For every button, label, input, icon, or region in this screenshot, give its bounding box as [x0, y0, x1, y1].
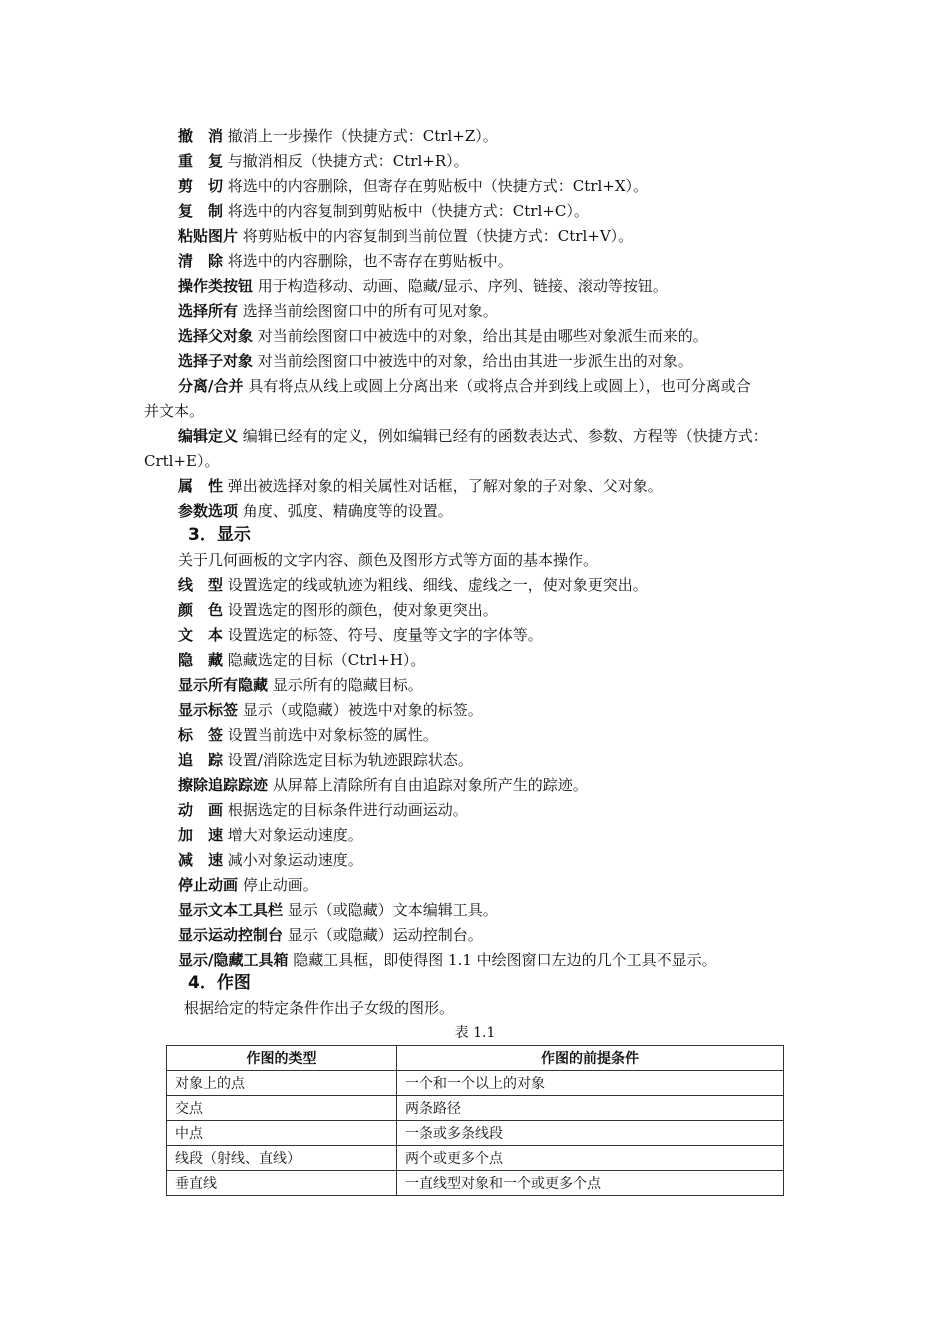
item-desc: 用于构造移动、动画、隐藏/显示、序列、链接、滚动等按钮。: [257, 277, 668, 295]
table-row: [167, 1171, 784, 1196]
item-desc: 对当前绘图窗口中被选中的对象，给出由其进一步派生出的对象。: [257, 352, 693, 370]
item-show-all-hidden: [178, 675, 423, 695]
item-desc: 隐藏工具框，即使得图 1.1 中绘图窗口左边的几个工具不显示。: [293, 951, 717, 969]
item-clear: [178, 251, 513, 271]
item-desc: 显示（或隐藏）运动控制台。: [287, 926, 483, 944]
table-cell: 一直线型对象和一个或更多个点: [397, 1171, 784, 1196]
table-row: [167, 1146, 784, 1171]
item-desc: 与撤消相反（快捷方式：Ctrl+R）。: [227, 152, 469, 170]
item-desc: 将剪贴板中的内容复制到当前位置（快捷方式：Ctrl+V）。: [242, 227, 634, 245]
item-desc: 显示所有的隐藏目标。: [272, 676, 423, 694]
item-edit-definition-cont: Crtl+E）。: [144, 452, 220, 470]
item-hide: [178, 650, 425, 670]
item-line-style: [178, 575, 648, 595]
item-trace: [178, 750, 473, 770]
item-desc: 设置选定的图形的颜色，使对象更突出。: [227, 601, 498, 619]
item-preferences: [178, 501, 453, 521]
table-cell: 两条路径: [397, 1096, 784, 1121]
item-undo: [178, 126, 498, 146]
item-paste: [178, 226, 633, 246]
item-desc: 将选中的内容复制到剪贴板中（快捷方式：Ctrl+C）。: [227, 202, 589, 220]
section-3-intro: 关于几何画板的文字内容、颜色及图形方式等方面的基本操作。: [178, 551, 599, 569]
item-desc: 隐藏选定的目标（Ctrl+H）。: [227, 651, 426, 669]
item-term: 标 签: [178, 726, 224, 744]
item-desc: 对当前绘图窗口中被选中的对象，给出其是由哪些对象派生而来的。: [257, 327, 708, 345]
item-term: 选择子对象: [178, 352, 254, 370]
table-cell: 对象上的点: [167, 1071, 397, 1096]
item-desc: 显示（或隐藏）文本编辑工具。: [287, 901, 498, 919]
item-split-merge: [178, 376, 751, 396]
item-desc: 设置选定的标签、符号、度量等文字的字体等。: [227, 626, 543, 644]
section-4-heading: 4．作图: [188, 973, 251, 993]
item-text: [178, 625, 543, 645]
item-term: 选择所有: [178, 302, 239, 320]
item-term: 清 除: [178, 252, 224, 270]
item-term: 分离/合并: [178, 377, 244, 395]
item-desc: 弹出被选择对象的相关属性对话框，了解对象的子对象、父对象。: [227, 477, 663, 495]
item-term: 加 速: [178, 826, 224, 844]
item-term: 显示标签: [178, 701, 239, 719]
item-animate: [178, 800, 468, 820]
construct-table: [166, 1045, 784, 1196]
item-speed-up: [178, 825, 363, 845]
item-show-label: [178, 700, 483, 720]
table-cell: 一个和一个以上的对象: [397, 1071, 784, 1096]
item-term: 重 复: [178, 152, 224, 170]
item-term: 停止动画: [178, 876, 239, 894]
item-erase-traces: [178, 775, 588, 795]
item-term: 减 速: [178, 851, 224, 869]
item-desc: 角度、弧度、精确度等的设置。: [242, 502, 453, 520]
item-term: 选择父对象: [178, 327, 254, 345]
item-term: 显示运动控制台: [178, 926, 284, 944]
item-slow-down: [178, 850, 363, 870]
column-header: 作图的类型: [167, 1046, 397, 1071]
item-term: 动 画: [178, 801, 224, 819]
table-cell: 两个或更多个点: [397, 1146, 784, 1171]
item-stop-animation: [178, 875, 318, 895]
item-desc: 显示（或隐藏）被选中对象的标签。: [242, 701, 483, 719]
item-show-motion-controller: [178, 925, 483, 945]
table-row: [167, 1096, 784, 1121]
item-show-hide-toolbox: [178, 950, 717, 970]
table-caption: 表 1.1: [454, 1025, 496, 1041]
item-term: 复 制: [178, 202, 224, 220]
table-cell: 中点: [167, 1121, 397, 1146]
item-edit-definition: [178, 426, 768, 446]
item-term: 剪 切: [178, 177, 224, 195]
item-desc: 编辑已经有的定义，例如编辑已经有的函数表达式、参数、方程等（快捷方式：: [242, 427, 768, 445]
column-header: 作图的前提条件: [397, 1046, 784, 1071]
item-term: 颜 色: [178, 601, 224, 619]
item-action-buttons: [178, 276, 668, 296]
item-redo: [178, 151, 469, 171]
table-cell: 线段（射线、直线）: [167, 1146, 397, 1171]
item-term: 粘贴图片: [178, 227, 239, 245]
item-term: 文 本: [178, 626, 224, 644]
item-copy: [178, 201, 589, 221]
item-desc: 根据选定的目标条件进行动画运动。: [227, 801, 468, 819]
table-row: [167, 1071, 784, 1096]
item-term: 参数选项: [178, 502, 239, 520]
item-split-merge-cont: 并文本。: [144, 402, 205, 420]
item-term: 显示/隐藏工具箱: [178, 951, 289, 969]
item-properties: [178, 476, 663, 496]
table-cell: 垂直线: [167, 1171, 397, 1196]
item-term: 显示所有隐藏: [178, 676, 269, 694]
item-desc: 设置/消除选定目标为轨迹跟踪状态。: [227, 751, 473, 769]
item-select-parents: [178, 326, 708, 346]
item-term: 操作类按钮: [178, 277, 254, 295]
item-desc: 选择当前绘图窗口中的所有可见对象。: [242, 302, 498, 320]
item-desc: 增大对象运动速度。: [227, 826, 363, 844]
section-3-heading: 3．显示: [188, 525, 251, 545]
item-term: 线 型: [178, 576, 224, 594]
item-term: 属 性: [178, 477, 224, 495]
item-desc: 设置选定的线或轨迹为粗线、细线、虚线之一，使对象更突出。: [227, 576, 648, 594]
item-desc: 设置当前选中对象标签的属性。: [227, 726, 438, 744]
item-term: 擦除追踪踪迹: [178, 776, 269, 794]
table-header-row: [167, 1046, 784, 1071]
table-row: [167, 1121, 784, 1146]
item-show-text-toolbar: [178, 900, 498, 920]
item-desc: 停止动画。: [242, 876, 318, 894]
table-cell: 一条或多条线段: [397, 1121, 784, 1146]
item-desc: 减小对象运动速度。: [227, 851, 363, 869]
item-desc: 从屏幕上清除所有自由追踪对象所产生的踪迹。: [272, 776, 588, 794]
item-term: 显示文本工具栏: [178, 901, 284, 919]
item-desc: 将选中的内容删除，但寄存在剪贴板中（快捷方式：Ctrl+X）。: [227, 177, 649, 195]
table-cell: 交点: [167, 1096, 397, 1121]
item-term: 撤 消: [178, 127, 224, 145]
item-desc: 将选中的内容删除，也不寄存在剪贴板中。: [227, 252, 513, 270]
item-desc: 具有将点从线上或圆上分离出来（或将点合并到线上或圆上），也可分离或合: [248, 377, 751, 395]
item-term: 隐 藏: [178, 651, 224, 669]
item-select-children: [178, 351, 693, 371]
item-label: [178, 725, 438, 745]
item-cut: [178, 176, 648, 196]
item-term: 追 踪: [178, 751, 224, 769]
item-term: 编辑定义: [178, 427, 239, 445]
item-select-all: [178, 301, 498, 321]
item-color: [178, 600, 498, 620]
item-desc: 撤消上一步操作（快捷方式：Ctrl+Z）。: [227, 127, 498, 145]
section-4-intro: 根据给定的特定条件作出子女级的图形。: [184, 999, 455, 1017]
